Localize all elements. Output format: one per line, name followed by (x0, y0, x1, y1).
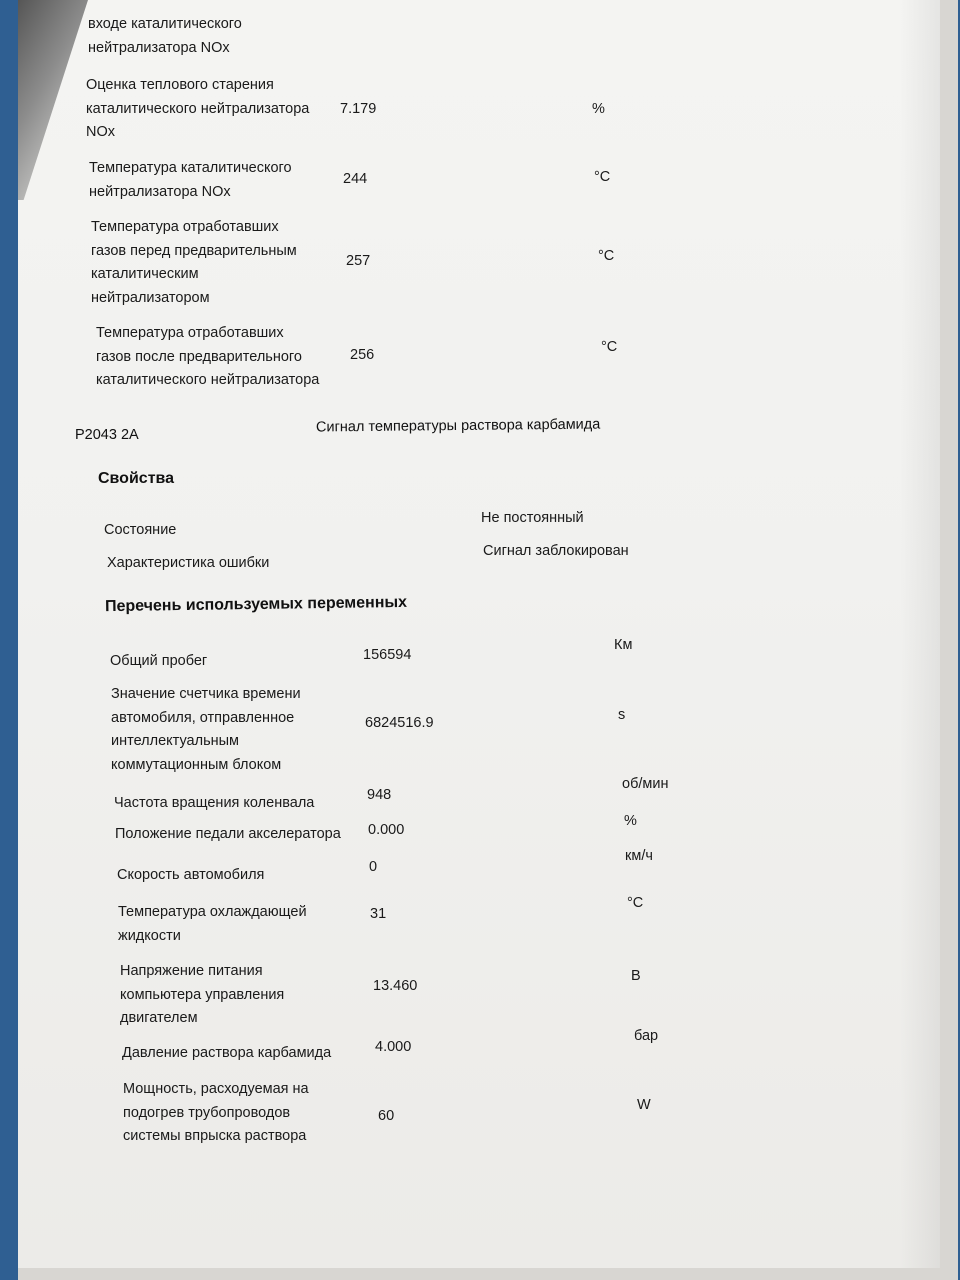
var-label: Положение педали акселератора (115, 826, 341, 842)
var-unit: Км (614, 637, 633, 653)
fault-code: P2043 2A (75, 427, 139, 443)
row-value: 256 (350, 347, 375, 363)
row-value: 244 (343, 171, 368, 187)
var-value: 4.000 (375, 1039, 412, 1055)
state-value: Не постоянный (481, 510, 584, 526)
var-label: Мощность, расходуемая на подогрев трубопроводов системы впрыска раствора (123, 1081, 309, 1144)
row-label: Температура отработавших газов после предварительного каталитического нейтрализатора (96, 325, 320, 388)
row-value: 257 (346, 253, 371, 269)
row-label: Оценка теплового старения каталитического нейтрализатора NOx (86, 77, 310, 140)
var-label: Значение счетчика времени автомобиля, отправленное интеллектуальным коммутационным блоком (111, 686, 301, 773)
row-unit: °C (594, 169, 611, 185)
folded-corner (18, 0, 88, 200)
var-label: Напряжение питания компьютера управления двигателем (120, 963, 285, 1026)
var-value: 13.460 (373, 978, 418, 994)
var-unit: % (624, 813, 637, 829)
var-unit: бар (634, 1028, 659, 1044)
paper-stack (18, 0, 958, 1280)
page-shadow (900, 0, 940, 1268)
row-label: входе каталитического нейтрализатора NOx (88, 16, 242, 56)
var-unit: W (637, 1097, 651, 1113)
row-label: Температура отработавших газов перед предварительным каталитическим нейтрализатором (91, 219, 297, 306)
var-value: 6824516.9 (365, 715, 434, 731)
row-unit: °C (601, 339, 618, 355)
fault-characteristic-value: Сигнал заблокирован (483, 543, 629, 559)
row-unit: % (592, 101, 605, 117)
var-label: Частота вращения коленвала (114, 795, 315, 811)
state-label: Состояние (104, 522, 177, 538)
var-unit: км/ч (625, 848, 653, 864)
var-unit: В (631, 968, 641, 984)
var-label: Температура охлаждающей жидкости (118, 904, 307, 944)
row-unit: °C (598, 248, 615, 264)
var-value: 60 (378, 1108, 395, 1124)
var-unit: s (618, 707, 626, 723)
fault-description: Сигнал температуры раствора карбамида (315, 416, 601, 436)
row-value: 7.179 (340, 101, 377, 117)
var-value: 156594 (363, 647, 412, 663)
var-value: 948 (367, 787, 392, 803)
var-value: 0 (369, 859, 378, 875)
var-unit: °C (627, 895, 644, 911)
var-value: 31 (370, 906, 387, 922)
row-label: Температура каталитического нейтрализатора NOx (89, 160, 292, 200)
printed-page (18, 0, 940, 1268)
variables-heading: Перечень используемых переменных (104, 593, 408, 616)
fault-characteristic-label: Характеристика ошибки (107, 555, 270, 571)
properties-heading: Свойства (98, 470, 175, 487)
var-label: Давление раствора карбамида (122, 1045, 332, 1061)
var-label: Общий пробег (110, 653, 208, 669)
var-unit: об/мин (622, 776, 669, 792)
var-value: 0.000 (368, 822, 405, 838)
var-label: Скорость автомобиля (117, 867, 265, 883)
